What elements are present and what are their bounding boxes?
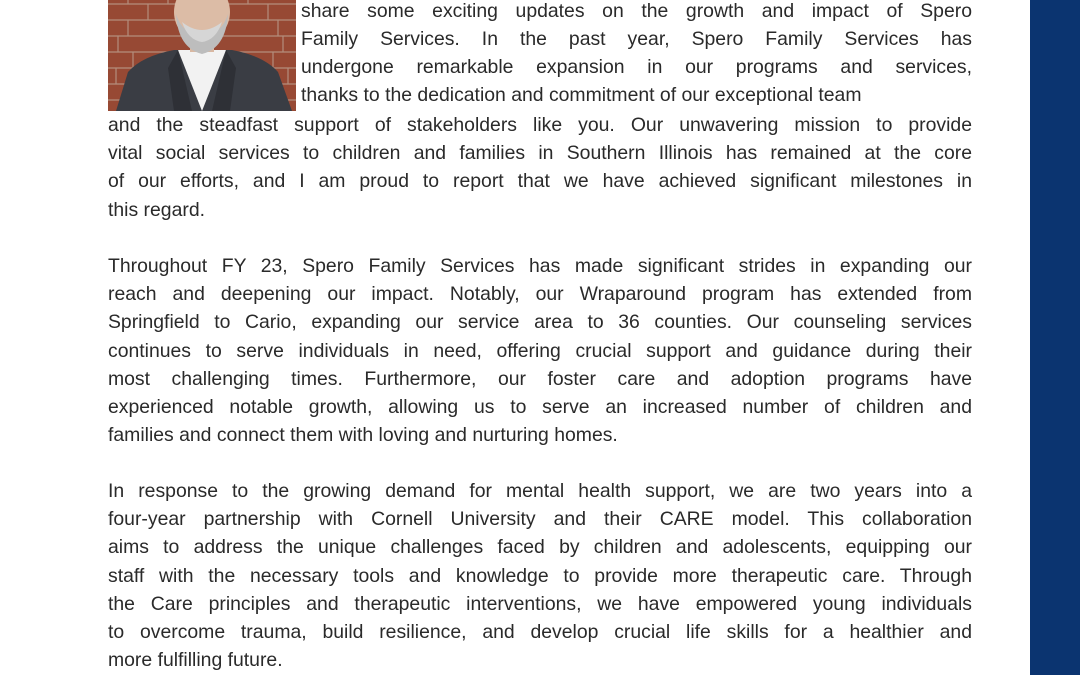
letter-content bbox=[108, 0, 972, 675]
paragraph-growth bbox=[108, 252, 972, 449]
text-line: and the steadfast support of stakeholders like you. Our unwavering mission to provide bbox=[108, 114, 972, 136]
text-line: of our efforts, and I am proud to report that we have achieved significant milestones in bbox=[108, 170, 972, 193]
paragraph-mission bbox=[108, 111, 972, 224]
portrait-photo bbox=[108, 0, 296, 111]
text-line: most challenging times. Furthermore, our foster care and adoption programs have bbox=[108, 367, 972, 390]
text-line: In response to the growing demand for mental health support, we are two years into a bbox=[108, 480, 972, 502]
text-line: Family Services. In the past year, Spero Family Services has bbox=[301, 28, 972, 50]
text-line: staff with the necessary tools and knowledge to provide more therapeutic care. Through bbox=[108, 564, 972, 587]
text-line: more fulfilling future. bbox=[108, 649, 283, 672]
text-line: this regard. bbox=[108, 198, 206, 221]
text-line: vital social services to children and families in Southern Illinois has remained at the core bbox=[108, 142, 972, 165]
portrait-image bbox=[108, 0, 296, 111]
text-line: experienced notable growth, allowing us to serve an increased number of children and bbox=[108, 396, 972, 419]
text-line: four-year partnership with Cornell University and their CARE model. This collaboration bbox=[108, 508, 972, 531]
text-line: to overcome trauma, build resilience, and develop crucial life skills for a healthier and bbox=[108, 621, 972, 644]
text-line: Springfield to Cario, expanding our service area to 36 counties. Our counseling services bbox=[108, 311, 972, 334]
text-line: the Care principles and therapeutic interventions, we have empowered young individuals bbox=[108, 592, 972, 615]
side-color-bar bbox=[1030, 0, 1080, 675]
text-line: families and connect them with loving and nurturing homes. bbox=[108, 424, 618, 447]
text-line: share some exciting updates on the growth and impact of Spero bbox=[301, 0, 972, 22]
text-line: continues to serve individuals in need, offering crucial support and guidance during their bbox=[108, 339, 972, 362]
text-line: aims to address the unique challenges faced by children and adolescents, equipping our bbox=[108, 536, 972, 559]
intro-paragraph bbox=[301, 0, 972, 109]
text-line: thanks to the dedication and commitment of our exceptional team bbox=[301, 84, 862, 106]
paragraph-partnership bbox=[108, 477, 972, 674]
text-line: Throughout FY 23, Spero Family Services has made significant strides in expanding our bbox=[108, 255, 972, 277]
text-line: reach and deepening our impact. Notably, our Wraparound program has extended from bbox=[108, 283, 972, 306]
text-line: undergone remarkable expansion in our programs and services, bbox=[301, 56, 972, 78]
